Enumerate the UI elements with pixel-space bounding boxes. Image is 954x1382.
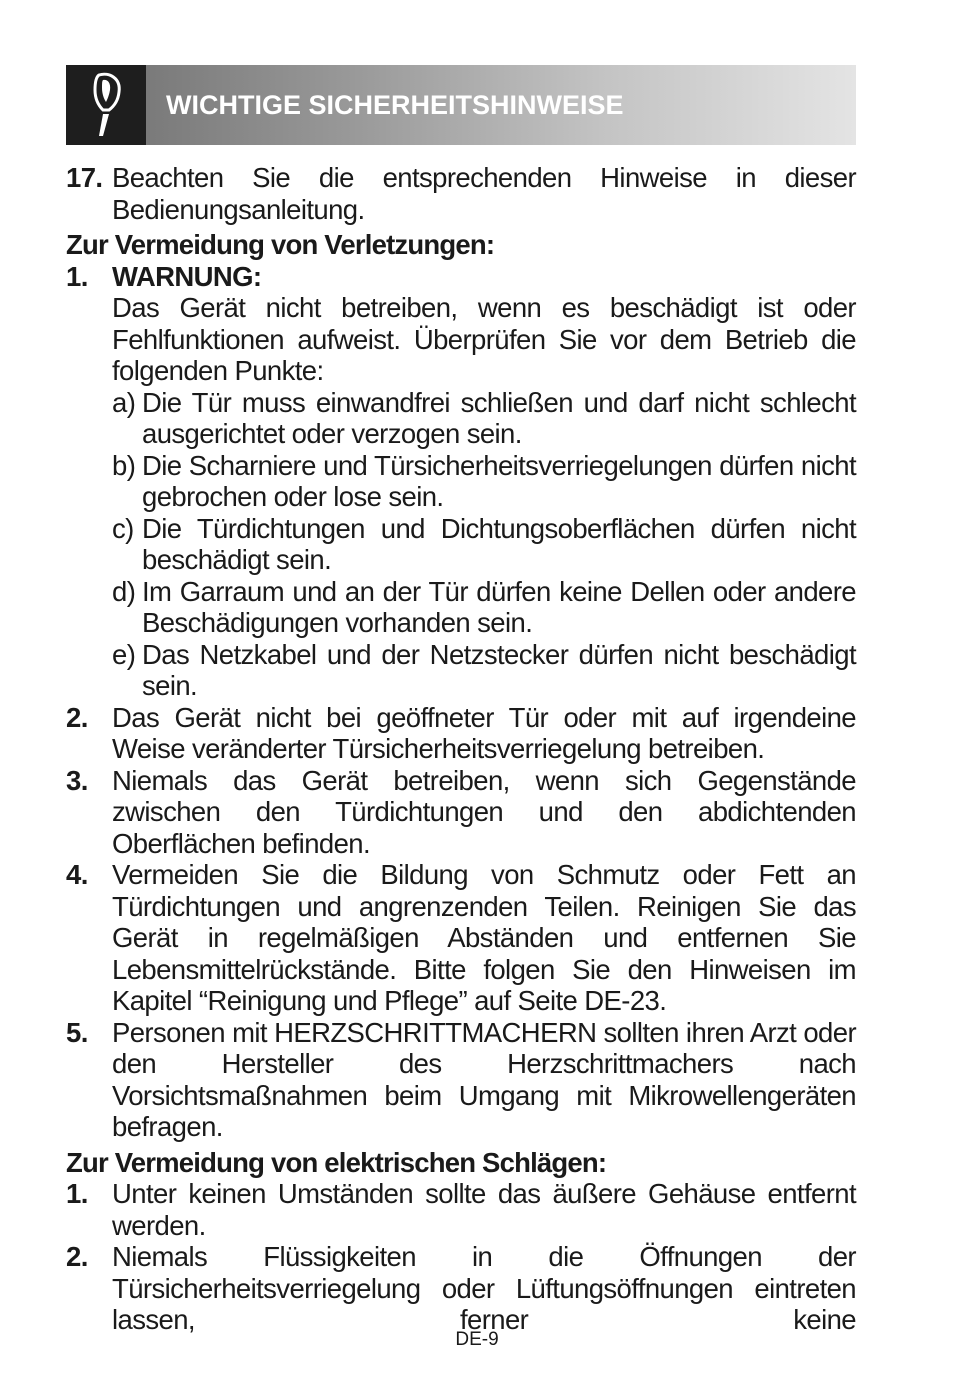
item-text: Niemals Flüssigkeiten in die Öffnungen der Türsicherheitsverriegelung oder Lüftungsöffnungen eintreten lassen, ferner keine <box>112 1241 856 1335</box>
sub-item-text: Die Scharniere und Türsicherheitsverriegelungen dürfen nicht gebrochen oder lose sein. <box>142 449 856 512</box>
item-text: Das Gerät nicht bei geöffneter Tür oder mit auf irgendeine Weise veränderter Türsicherheitsverriegelung betreiben. <box>112 701 856 764</box>
item-text: Niemals das Gerät betreiben, wenn sich Gegenstände zwischen den Türdichtungen und den abdichtenden Oberflächen befinden. <box>112 764 856 859</box>
item-number: 1. <box>66 1178 88 1209</box>
page-title: WICHTIGE SICHERHEITSHINWEISE <box>166 89 624 120</box>
sub-item-letter: c) <box>112 512 134 544</box>
list-item-injury-3 <box>66 765 856 860</box>
sub-item-c <box>112 513 856 576</box>
list-item-injury-5 <box>66 1017 856 1143</box>
item-text: Das Gerät nicht betreiben, wenn es beschädigt ist oder Fehlfunktionen aufweist. Überprüfen Sie vor dem Betrieb die folgenden Punkte: <box>112 292 856 386</box>
warning-label: WARNUNG: <box>112 260 262 292</box>
list-item-injury-2 <box>66 702 856 765</box>
item-number: 2. <box>66 701 88 733</box>
item-number: 5. <box>66 1016 88 1048</box>
sub-item-text: Das Netzkabel und der Netzstecker dürfen nicht beschädigt sein. <box>142 638 856 701</box>
sub-item-letter: b) <box>112 449 136 481</box>
item-number: 4. <box>66 859 88 890</box>
page-number: DE-9 <box>455 1329 499 1350</box>
list-item-injury-4 <box>66 859 856 1017</box>
item-number: 2. <box>66 1241 88 1272</box>
sub-item-e <box>112 639 856 702</box>
sub-item-text: Im Garraum und an der Tür dürfen keine Dellen oder andere Beschädigungen vorhanden sein. <box>142 575 856 638</box>
item-number: 1. <box>66 260 88 292</box>
tip-pen-icon <box>89 72 123 138</box>
list-item-injury-1 <box>66 261 856 702</box>
sub-item-d <box>112 576 856 639</box>
section-heading-electric: Zur Vermeidung von elektrischen Schlägen: <box>66 1146 607 1178</box>
document-body <box>66 162 856 1336</box>
item-text: Vermeiden Sie die Bildung von Schmutz oder Fett an Türdichtungen und angrenzenden Teilen. Reinigen Sie das Gerät in regelmäßigen Abständen und entfernen Sie Lebensmittelrückstände. Bitte folgen Sie den Hinweisen im Kapitel “Reinigung und Pflege” auf Seite DE-23. <box>112 859 856 1016</box>
section-heading-injury: Zur Vermeidung von Verletzungen: <box>66 229 495 260</box>
header-icon-box <box>66 65 146 145</box>
item-text: Personen mit HERZSCHRITTMACHERN sollten ihren Arzt oder den Hersteller des Herzschrittmachers nach Vorsichtsmaßnahmen beim Umgang mit Mikrowellengeräten befragen. <box>112 1016 856 1142</box>
sub-item-text: Die Türdichtungen und Dichtungsoberflächen dürfen nicht beschädigt sein. <box>142 512 856 575</box>
header-title-box <box>146 65 856 145</box>
list-item-17 <box>66 162 856 225</box>
list-item-electric-1 <box>66 1178 856 1241</box>
item-body <box>112 261 856 702</box>
item-number: 3. <box>66 764 88 796</box>
sub-item-letter: e) <box>112 638 136 670</box>
sub-item-a <box>112 387 856 450</box>
sub-item-b <box>112 450 856 513</box>
item-text: Beachten Sie die entsprechenden Hinweise in dieser Bedienungsanleitung. <box>112 162 856 225</box>
list-item-electric-2 <box>66 1241 856 1336</box>
sub-item-text: Die Tür muss einwandfrei schließen und darf nicht schlecht ausgerichtet oder verzogen sein. <box>142 386 856 449</box>
item-text: Unter keinen Umständen sollte das äußere Gehäuse entfernt werden. <box>112 1178 856 1241</box>
sub-item-letter: a) <box>112 386 136 418</box>
sub-item-letter: d) <box>112 575 136 607</box>
item-number: 17. <box>66 162 103 193</box>
section-header <box>66 65 856 145</box>
